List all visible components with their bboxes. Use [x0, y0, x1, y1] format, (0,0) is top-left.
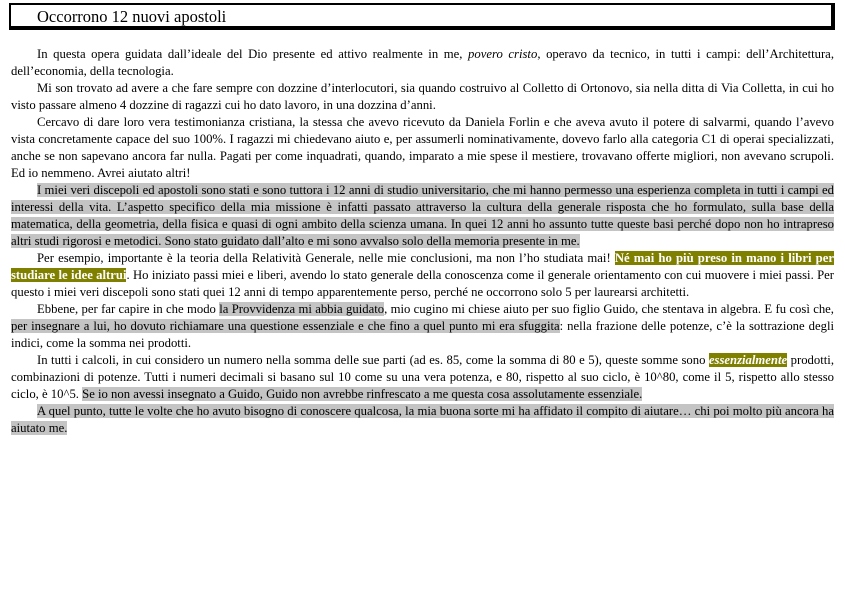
p8-highlight: A quel punto, tutte le volte che ho avuto bisogno di conoscere qualcosa, la mia buona sorte mi ha affidato il compito di aiutare… chi poi molto più ancora ha aiutato me.: [11, 404, 834, 435]
p1-text-a: In questa opera guidata dall’ideale del Dio presente ed attivo realmente in me,: [37, 47, 469, 61]
p6-text-a: Ebbene, per far capire in che modo: [37, 302, 220, 316]
p5-olive-highlight: Né mai ho più preso in mano i libri per studiare le idee altrui: [11, 251, 835, 282]
p6-text-c: , mio cugino mi chiese aiuto per suo figlio Guido, che stentava in algebra. E fu così che,: [384, 302, 834, 316]
paragraph-1: [11, 46, 834, 80]
p5-text-c: . Ho iniziato passi miei e liberi, avendo lo stato generale della conoscenza come il generale orientamento con cui muovere i miei passi. Per questo i miei veri discepoli sono stati quei 12 anni di tempo apparentemente perso, perché ne occorrono solo 5 per laurearsi architetti.: [11, 268, 835, 299]
p1-italic-povero-cristo: povero cristo: [468, 47, 538, 61]
paragraph-8: [11, 403, 834, 437]
p7-text-c: prodotti, combinazioni di potenze. Tutti i numeri decimali si basano sul 10 come su una vera potenza, e 80, rispetto al suo ciclo, è 10^80, come il 5, rispetto allo stesso ciclo, è 10^5.: [11, 353, 834, 401]
p6-highlight-providence: la Provvidenza mi abbia guidato: [219, 302, 385, 316]
p5-text-a: Per esempio, importante è la teoria della Relatività Generale, nelle mie conclusioni, ma non l’ho studiata mai!: [37, 251, 615, 265]
paragraph-4: [11, 182, 834, 250]
p7-text-a: In tutti i calcoli, in cui considero un numero nella somma delle sue parti (ad es. 85, come la somma di 80 e 5), queste somme sono: [37, 353, 709, 367]
paragraph-6: [11, 301, 834, 352]
page-title: Occorrono 12 nuovi apostoli: [37, 7, 227, 26]
p6-highlight-teaching: per insegnare a lui, ho dovuto richiamare una questione essenziale e che fino a quel punto mi era sfuggita: [11, 319, 560, 333]
paragraph-5: [11, 250, 834, 301]
p1-text-c: , operavo da tecnico, in tutti i campi: dell’Architettura, dell’economia, della tecnologia.: [11, 47, 834, 78]
paragraph-2: Mi son trovato ad avere a che fare sempre con dozzine d’interlocutori, sia quando costruivo al Colletto di Ortonovo, sia nella ditta di Via Colletta, in cui ho visto passare almeno 4 dozzine di ragazzi cui ho dato lavoro, in una dozzina d’anni.: [11, 81, 834, 112]
p6-text-e: : nella frazione delle potenze, c’è la sottrazione degli indici, come la somma nei prodotti.: [11, 319, 834, 350]
paragraph-7: [11, 352, 834, 403]
p4-highlight: I miei veri discepoli ed apostoli sono stati e sono tuttora i 12 anni di studio universitario, che mi hanno permesso una esperienza completa in tutti i campi ed interessi della vita. L’aspetto specifico della mia missione è infatti passato attraverso la cultura della generale risposta che ho formulato, sulla base della matematica, della geometria, della fisica e quasi di ogni ambito della scienza umana. In quei 12 anni ho assunto tutte queste basi perché dopo non ho intrapreso altri studi rigorosi e metodici. Sono stato guidato dall’alto e mi sono avvalso solo della memoria presente in me.: [11, 183, 834, 248]
paragraph-3: Cercavo di dare loro vera testimonianza cristiana, la stessa che avevo ricevuto da Daniela Forlin e che aveva avuto il potere di salvarmi, quando l’avevo vista concretamente capace del suo 100%. I ragazzi mi chiedevano aiuto e, per assumerli nominativamente, dovevo farlo alla categoria C1 di operai specializzati, anche se non sapevano ancora far nulla. Pagati per come inquadrati, quando, imparato a mie spese il mestiere, trovavano offerte migliori, non avevano scrupoli. Ed io nemmeno. Avrei aiutato altri!: [11, 115, 834, 180]
p7-highlight-guido: Se io non avessi insegnato a Guido, Guido non avrebbe rinfrescato a me questa cosa assolutamente essenziale.: [82, 387, 643, 401]
p7-olive-essenzialmente: essenzialmente: [708, 353, 788, 367]
document-body: [11, 46, 834, 437]
title-box: [9, 3, 835, 30]
